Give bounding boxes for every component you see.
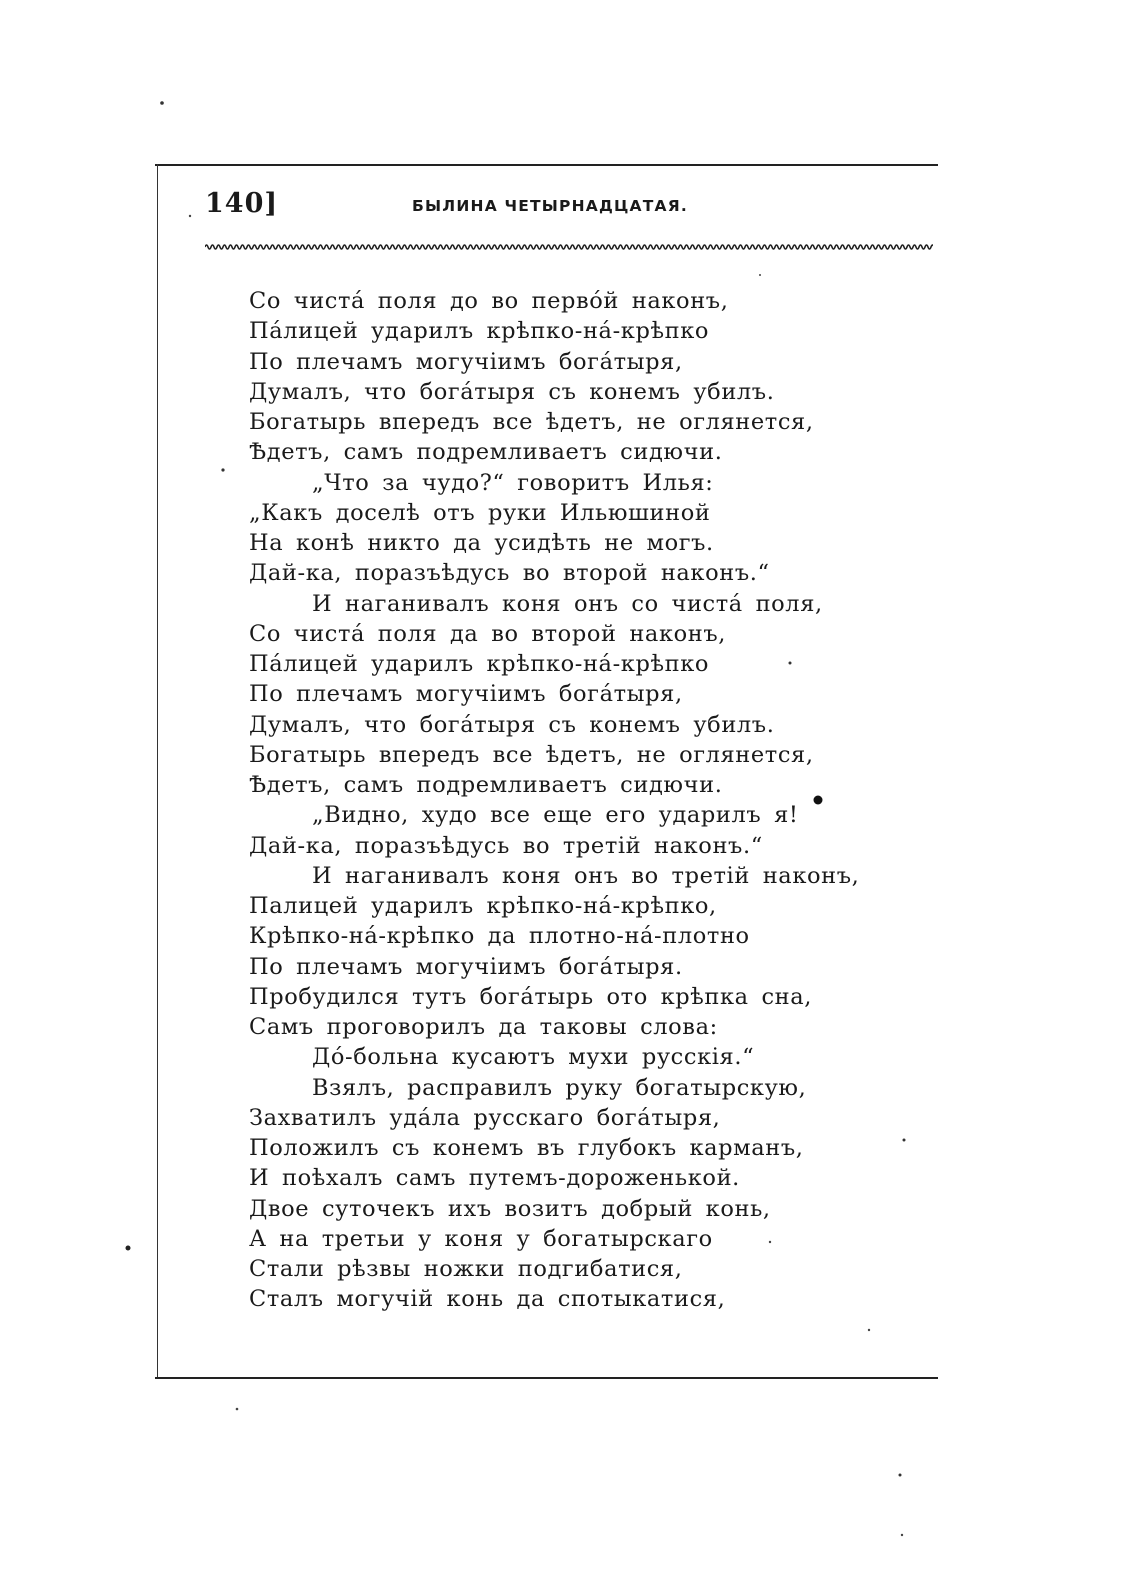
- verse-line: Думалъ, что богáтыря съ конемъ убилъ.: [249, 711, 775, 738]
- verse-line: Дó-больна кусаютъ мухи русскія.“: [312, 1044, 755, 1071]
- verse-line: На конѣ никто да усидѣть не могъ.: [249, 530, 714, 556]
- verse-line: Двое суточекъ ихъ возитъ добрый конь,: [249, 1195, 771, 1222]
- verse-line: Сталъ могучій конь да спотыкатися,: [249, 1286, 726, 1313]
- verse-text: [249, 286, 889, 1315]
- top-rule: [155, 164, 938, 166]
- verse-line: Взялъ, расправилъ руку богатырскую,: [312, 1074, 807, 1101]
- page-header: [205, 188, 735, 228]
- verse-line: И поѣхалъ самъ путемъ-дороженькой.: [249, 1165, 740, 1192]
- verse-line: Со чистá поля да во второй наконъ,: [249, 620, 727, 647]
- verse-line: Положилъ съ конемъ въ глубокъ карманъ,: [249, 1135, 804, 1161]
- verse-line: И наганивалъ коня онъ со чистá поля,: [312, 590, 823, 617]
- left-margin-rule: [157, 164, 158, 1377]
- verse-line: „Что за чудо?“ говоритъ Илья:: [312, 469, 714, 496]
- wavy-ornament-rule: [205, 240, 933, 254]
- verse-line: „Какъ доселѣ отъ руки Ильюшиной: [249, 499, 711, 526]
- verse-line: Дай-ка, поразъѣдусь во третій наконъ.“: [249, 832, 763, 859]
- verse-line: Богатырь впередъ все ѣдетъ, не оглянется,: [249, 409, 814, 435]
- verse-line: Палицей ударилъ крѣпко-нá-крѣпко,: [249, 893, 717, 919]
- verse-line: По плечамъ могучіимъ богáтыря,: [249, 681, 683, 708]
- verse-line: Захватилъ удáла русскаго богáтыря,: [249, 1104, 721, 1131]
- verse-line: Самъ проговорилъ да таковы слова:: [249, 1014, 718, 1040]
- bottom-rule: [155, 1377, 938, 1379]
- verse-line: Ѣдетъ, самъ подремливаетъ сидючи.: [249, 439, 723, 466]
- verse-line: Дай-ка, поразъѣдусь во второй наконъ.“: [249, 560, 770, 587]
- page-number: 140]: [205, 188, 279, 219]
- verse-line: Стали рѣзвы ножки подгибатися,: [249, 1256, 683, 1282]
- verse-line: По плечамъ могучіимъ богáтыря,: [249, 348, 683, 375]
- verse-line: По плечамъ могучіимъ богáтыря.: [249, 953, 683, 980]
- verse-line: А на третьи у коня у богатырскаго: [249, 1225, 713, 1252]
- verse-line: Пáлицей ударилъ крѣпко-нá-крѣпко: [249, 651, 710, 677]
- verse-line: Пáлицей ударилъ крѣпко-нá-крѣпко: [249, 318, 710, 345]
- verse-line: Крѣпко-нá-крѣпко да плотно-нá-плотно: [249, 923, 750, 950]
- verse-line: Со чистá поля до во первóй наконъ,: [249, 288, 729, 314]
- verse-line: Пробудился тутъ богáтырь ото крѣпка сна,: [249, 983, 813, 1010]
- verse-line: „Видно, худо все еще его ударилъ я!: [312, 802, 799, 829]
- running-title: БЫЛИНА ЧЕТЫРНАДЦАТАЯ.: [412, 197, 688, 215]
- verse-line: Думалъ, что богáтыря съ конемъ убилъ.: [249, 378, 775, 405]
- verse-line: Богатырь впередъ все ѣдетъ, не оглянется,: [249, 741, 814, 768]
- verse-line: Ѣдетъ, самъ подремливаетъ сидючи.: [249, 772, 723, 798]
- verse-line: И наганивалъ коня онъ во третій наконъ,: [312, 862, 860, 889]
